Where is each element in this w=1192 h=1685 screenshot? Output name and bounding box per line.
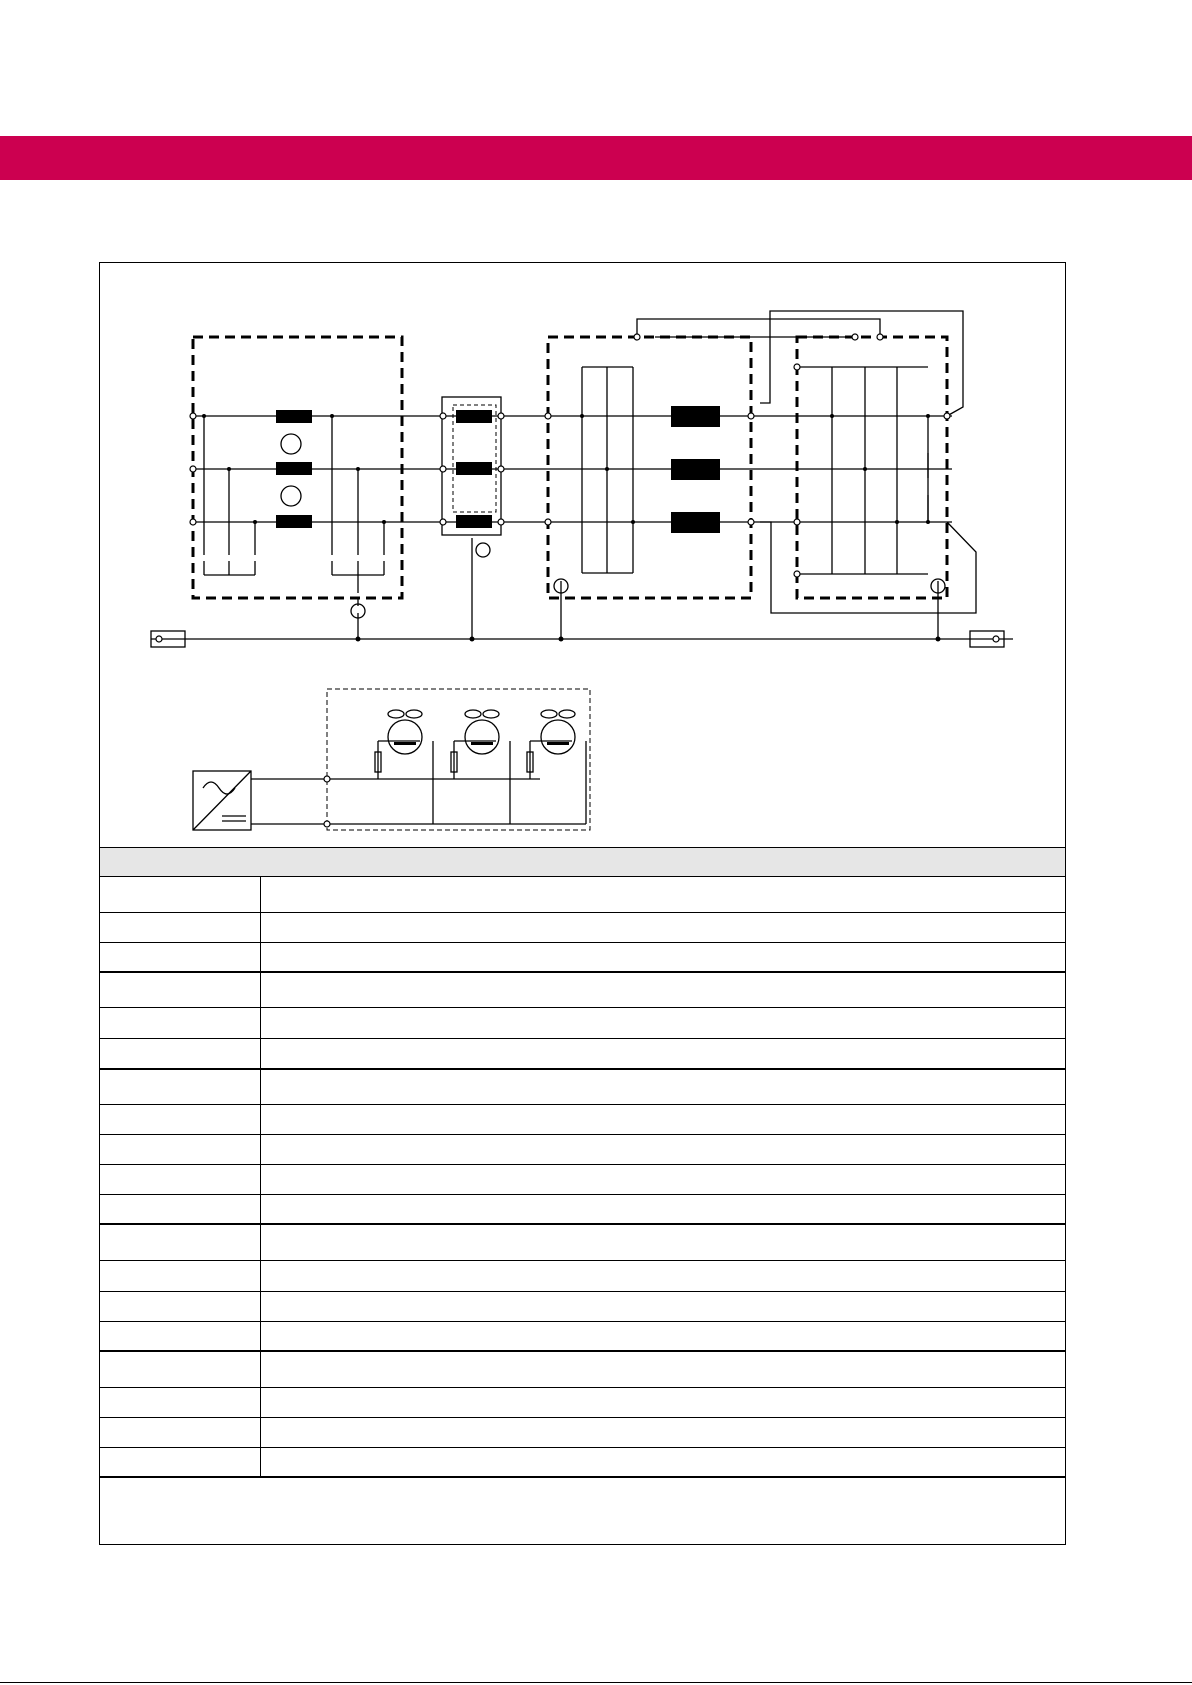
row-text [261,943,1065,971]
row-label [100,877,261,912]
table-row [100,1418,1065,1448]
row-label [100,1418,261,1447]
row-text [261,1261,1065,1291]
row-label [100,1008,261,1038]
table-row [100,1105,1065,1135]
table-row [100,1165,1065,1195]
table-row [100,943,1065,973]
row-label [100,1292,261,1321]
row-label [100,1135,261,1164]
row-text [261,1448,1065,1476]
row-label [100,913,261,942]
table-row [100,973,1065,1008]
table-row [100,1292,1065,1322]
row-label [100,1070,261,1104]
table-row [100,877,1065,913]
table-row [100,1135,1065,1165]
table-row [100,1352,1065,1388]
row-text [261,1418,1065,1447]
row-text [261,1322,1065,1350]
table-row [100,1070,1065,1105]
row-label [100,1322,261,1350]
row-text [261,1105,1065,1134]
page-bottom-rule [0,1682,1192,1683]
row-text [261,1352,1065,1387]
row-text [261,877,1065,912]
row-text [261,973,1065,1007]
row-label [100,1352,261,1387]
row-label [100,1039,261,1068]
row-label [100,1195,261,1223]
table-row [100,1388,1065,1418]
row-label [100,1165,261,1194]
row-text [261,1388,1065,1417]
table-row [100,1261,1065,1292]
rectifier-module-box [548,337,751,598]
row-text [261,1292,1065,1321]
row-text [261,1195,1065,1223]
legend-table [100,877,1065,1478]
row-label [100,943,261,971]
row-text [261,1008,1065,1038]
row-label [100,1388,261,1417]
table-row [100,1322,1065,1352]
table-row [100,1225,1065,1261]
row-text [261,1165,1065,1194]
table-header [100,847,1065,877]
table-row [100,913,1065,943]
table-footer [100,1515,1065,1544]
table-row [100,1195,1065,1225]
row-label [100,973,261,1007]
row-text [261,1225,1065,1260]
row-label [100,1448,261,1476]
row-text [261,1070,1065,1104]
circuit-schematic [100,263,1065,847]
table-row [100,1039,1065,1070]
figure-frame [99,262,1066,1545]
row-label [100,1105,261,1134]
row-label [100,1261,261,1291]
table-row [100,1448,1065,1478]
row-text [261,913,1065,942]
row-text [261,1039,1065,1068]
inverter-module-box [797,337,947,598]
header-banner [0,136,1192,180]
row-text [261,1135,1065,1164]
table-row [100,1008,1065,1039]
row-label [100,1225,261,1260]
